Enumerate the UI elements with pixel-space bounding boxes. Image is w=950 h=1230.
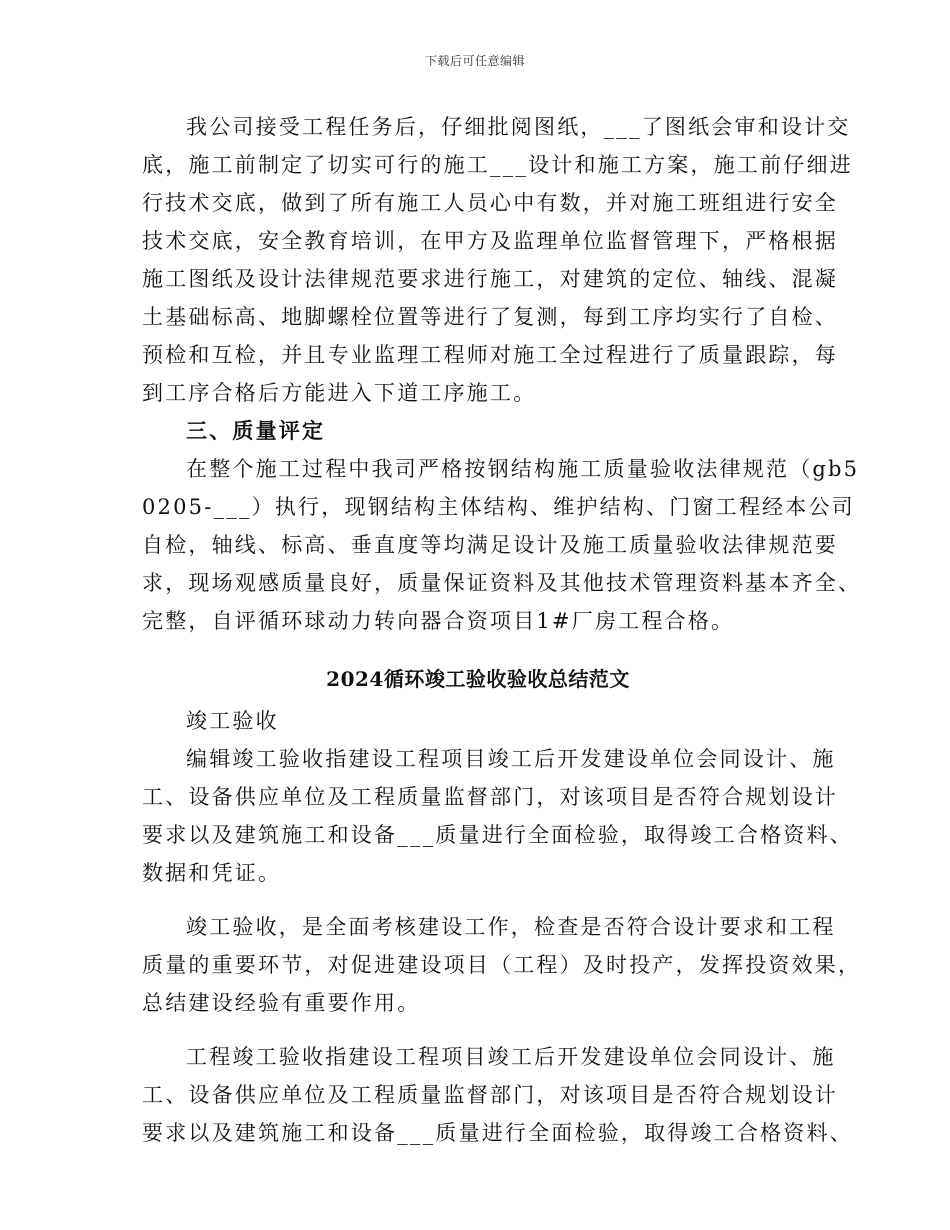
text-line: 到工序合格后方能进入下道工序施工。 — [142, 381, 537, 405]
text-line: 总结建设经验有重要作用。 — [142, 991, 421, 1015]
text-line: 我公司接受工程任务后，仔细批阅图纸，___了图纸会审和设计交 — [186, 115, 851, 139]
text-line: 技术交底，安全教育培训，在甲方及监理单位监督管理下，严格根据 — [142, 229, 838, 253]
text-line: 编辑竣工验收指建设工程项目竣工后开发建设单位会同设计、施 — [186, 747, 836, 771]
article-subheading: 竣工验收 — [186, 709, 279, 733]
paragraph-project-acceptance — [142, 1038, 853, 1152]
text-line: 0205-___）执行，现钢结构主体结构、维护结构、门窗工程经本公司 — [142, 495, 855, 519]
text-line: 工程竣工验收指建设工程项目竣工后开发建设单位会同设计、施 — [186, 1045, 836, 1069]
text-line: 数据和凭证。 — [142, 861, 282, 885]
text-line: 完整，自评循环球动力转向器合资项目1#厂房工程合格。 — [142, 609, 735, 633]
text-line: 竣工验收，是全面考核建设工作，检查是否符合设计要求和工程 — [186, 915, 836, 939]
text-line: 预检和互检，并且专业监理工程师对施工全过程进行了质量跟踪，每 — [142, 343, 838, 367]
text-line: 在整个施工过程中我司严格按钢结构施工质量验收法律规范（gb5 — [186, 457, 860, 481]
article-title: 2024循环竣工验收验收总结范文 — [326, 667, 630, 691]
paragraph-acceptance-definition — [142, 740, 853, 892]
page-header: 下载后可任意编辑 — [424, 54, 525, 68]
text-line: 求，现场观感质量良好，质量保证资料及其他技术管理资料基本齐全、 — [142, 571, 862, 595]
text-line: 要求以及建筑施工和设备___质量进行全面检验，取得竣工合格资料、 — [142, 823, 853, 847]
text-line: 质量的重要环节，对促进建设项目（工程）及时投产，发挥投资效果， — [142, 953, 862, 977]
paragraph-quality-evaluation — [142, 450, 862, 640]
paragraph-acceptance-importance — [142, 908, 862, 1022]
paragraph-construction-process — [142, 108, 853, 412]
text-line: 土基础标高、地脚螺栓位置等进行了复测，每到工序均实行了自检、 — [142, 305, 838, 329]
document-body — [142, 108, 862, 1152]
text-line: 底，施工前制定了切实可行的施工___设计和施工方案，施工前仔细进 — [142, 153, 853, 177]
text-line: 施工图纸及设计法律规范要求进行施工，对建筑的定位、轴线、混凝 — [142, 267, 838, 291]
text-line: 工、设备供应单位及工程质量监督部门，对该项目是否符合规划设计 — [142, 785, 838, 809]
text-line: 要求以及建筑施工和设备___质量进行全面检验，取得竣工合格资料、 — [142, 1121, 853, 1145]
text-line: 行技术交底，做到了所有施工人员心中有数，并对施工班组进行安全 — [142, 191, 838, 215]
section-heading-quality: 三、质量评定 — [186, 418, 326, 443]
text-line: 自检，轴线、标高、垂直度等均满足设计及施工质量验收法律规范要 — [142, 533, 838, 557]
paragraph-spacer — [142, 892, 814, 908]
text-line: 工、设备供应单位及工程质量监督部门，对该项目是否符合规划设计 — [142, 1083, 838, 1107]
paragraph-spacer — [142, 1022, 814, 1038]
